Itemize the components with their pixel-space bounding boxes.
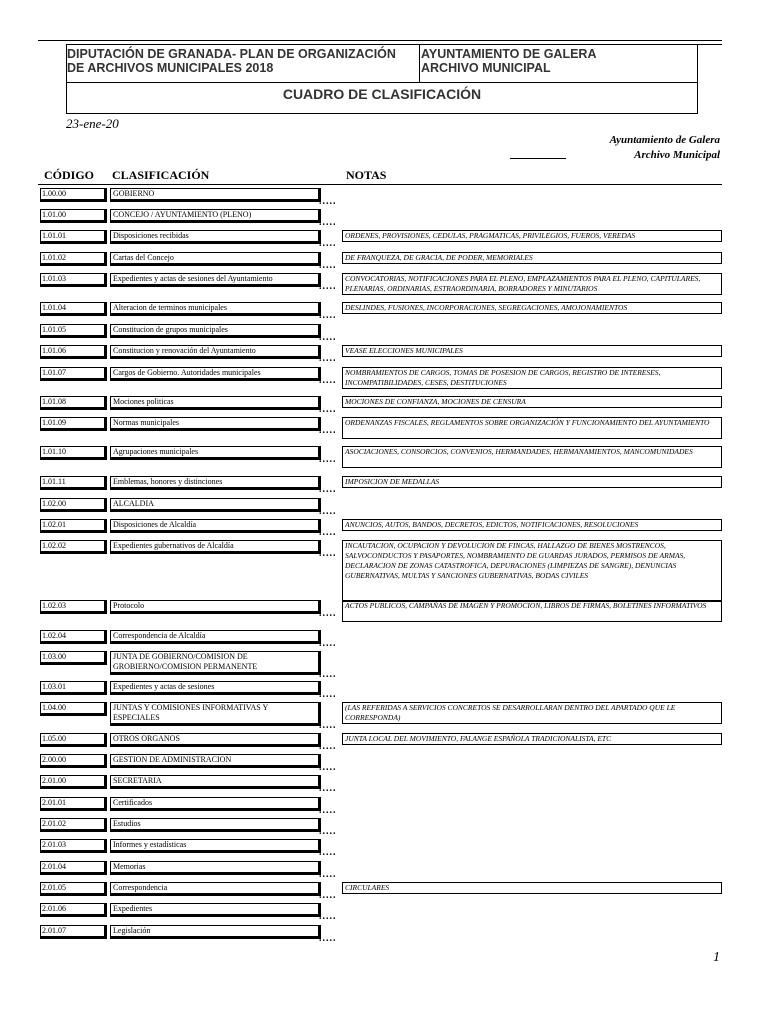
row-leader-dots: ..... <box>319 638 337 649</box>
row-classification: GOBIERNO <box>110 188 321 202</box>
org-archive: Archivo Municipal <box>634 149 720 161</box>
row-leader-dots: ..... <box>319 332 337 343</box>
row-code: 1.01.06 <box>40 345 107 359</box>
row-code: 1.01.05 <box>40 324 107 338</box>
row-leader-dots: ..... <box>319 911 337 922</box>
row-code: 2.01.00 <box>40 775 107 789</box>
header-rule <box>38 184 722 185</box>
header-municipality: AYUNTAMIENTO DE GALERA ARCHIVO MUNICIPAL <box>421 47 597 75</box>
row-classification: JUNTA DE GOBIERNO/COMISION DE GROBIERNO/COMISION PERMANENTE <box>110 651 321 675</box>
row-note: CONVOCATORIAS, NOTIFICACIONES PARA EL PLENO, EMPLAZAMIENTOS PARA EL PLENO, CAPITULARES, PLENARIAS, ORDINARIAS, ESTRAORDINARIA, BORRADORES Y MINUTARIOS <box>342 273 722 295</box>
row-code: 1.01.09 <box>40 417 107 431</box>
row-classification: Constitucion de grupos municipales <box>110 324 321 338</box>
header-institution: DIPUTACIÓN DE GRANADA- PLAN DE ORGANIZACIÓN DE ARCHIVOS MUNICIPALES 2018 <box>67 47 396 75</box>
row-code: 1.02.03 <box>40 600 107 614</box>
row-code: 1.02.01 <box>40 519 107 533</box>
document-title: CUADRO DE CLASIFICACIÓN <box>282 86 482 102</box>
row-code: 1.00.00 <box>40 188 107 202</box>
document-date: 23-ene-20 <box>66 116 119 131</box>
row-code: 1.04.00 <box>40 702 107 716</box>
row-code: 1.01.04 <box>40 302 107 316</box>
row-leader-dots: ..... <box>319 217 337 228</box>
row-classification: Expedientes <box>110 903 321 917</box>
row-classification: JUNTAS Y COMISIONES INFORMATIVAS Y ESPECIALES <box>110 702 321 726</box>
row-leader-dots: ..... <box>319 260 337 271</box>
row-leader-dots: ..... <box>319 527 337 538</box>
row-note: ACTOS PUBLICOS, CAMPAÑAS DE IMAGEN Y PROMOCION, LIBROS DE FIRMAS, BOLETINES INFORMATIVOS <box>342 600 722 622</box>
row-classification: Expedientes gubernativos de Alcaldía <box>110 540 321 554</box>
header-box <box>66 44 698 114</box>
row-leader-dots: ..... <box>319 933 337 944</box>
row-leader-dots: ..... <box>319 805 337 816</box>
row-classification: Cargos de Gobierno. Autoridades municipales <box>110 367 321 381</box>
row-leader-dots: ..... <box>319 454 337 465</box>
row-note: MOCIONES DE CONFIANZA, MOCIONES DE CENSURA <box>342 396 722 408</box>
row-code: 1.01.00 <box>40 209 107 223</box>
row-leader-dots: ..... <box>319 238 337 249</box>
row-note: (LAS REFERIDAS A SERVICIOS CONCRETOS SE DESARROLLARAN DENTRO DEL APARTADO QUE LE CORRESPONDA) <box>342 702 722 724</box>
row-classification: Emblemas, honores y distinciones <box>110 476 321 490</box>
row-classification: CONCEJO / AYUNTAMIENTO (PLENO) <box>110 209 321 223</box>
org-name: Ayuntamiento de Galera <box>609 134 720 146</box>
row-note: ORDENANZAS FISCALES, REGLAMENTOS SOBRE ORGANIZACIÓN Y FUNCIONAMIENTO DEL AYUNTAMIENTO <box>342 417 722 439</box>
row-leader-dots: ..... <box>319 762 337 773</box>
row-classification: Expedientes y actas de sesiones del Ayuntamiento <box>110 273 321 287</box>
row-leader-dots: ..... <box>319 869 337 880</box>
row-code: 1.01.02 <box>40 252 107 266</box>
row-leader-dots: ..... <box>319 353 337 364</box>
row-classification: Disposiciones de Alcaldía <box>110 519 321 533</box>
row-classification: Alteracion de terminos municipales <box>110 302 321 316</box>
row-classification: SECRETARIA <box>110 775 321 789</box>
page-number: 1 <box>713 950 720 965</box>
row-classification: OTROS ORGANOS <box>110 733 321 747</box>
row-note: NOMBRAMIENTOS DE CARGOS, TOMAS DE POSESION DE CARGOS, REGISTRO DE INTERESES, INCOMPATIBILIDADES, CESES, DESTITUCIONES <box>342 367 722 389</box>
row-leader-dots: ..... <box>319 548 337 559</box>
row-classification: Mociones politicas <box>110 396 321 410</box>
row-note: ORDENES, PROVISIONES, CEDULAS, PRAGMATICAS, PRIVILEGIOS, FUEROS, VEREDAS <box>342 230 722 242</box>
row-code: 1.01.10 <box>40 446 107 460</box>
row-leader-dots: ..... <box>319 404 337 415</box>
row-code: 2.01.04 <box>40 861 107 875</box>
row-classification: Certificados <box>110 797 321 811</box>
row-code: 2.01.05 <box>40 882 107 896</box>
row-classification: Correspondencia de Alcaldía <box>110 630 321 644</box>
column-header-code: CÓDIGO <box>44 168 95 182</box>
row-code: 1.01.11 <box>40 476 107 490</box>
row-code: 1.02.02 <box>40 540 107 554</box>
row-code: 1.03.00 <box>40 651 107 665</box>
row-classification: Estudios <box>110 818 321 832</box>
row-note: ANUNCIOS, AUTOS, BANDOS, DECRETOS, EDICTOS, NOTIFICACIONES, RESOLUCIONES <box>342 519 722 531</box>
row-leader-dots: ..... <box>319 281 337 292</box>
row-leader-dots: ..... <box>319 720 337 731</box>
row-classification: GESTION DE ADMINISTRACION <box>110 754 321 768</box>
row-note: DESLINDES, FUSIONES, INCORPORACIONES, SEGREGACIONES, AMOJONAMIENTOS <box>342 302 722 314</box>
column-header-classification: CLASIFICACIÓN <box>112 168 210 182</box>
row-classification: Normas municipales <box>110 417 321 431</box>
row-classification: Disposiciones recibidas <box>110 230 321 244</box>
row-classification: Agrupaciones municipales <box>110 446 321 460</box>
row-classification: Cartas del Concejo <box>110 252 321 266</box>
row-note: VEASE ELECCIONES MUNICIPALES <box>342 345 722 357</box>
row-classification: Informes y estadísticas <box>110 839 321 853</box>
row-classification: Constitucion y renovación del Ayuntamiento <box>110 345 321 359</box>
row-leader-dots: ..... <box>319 425 337 436</box>
row-note: IMPOSICION DE MEDALLAS <box>342 476 722 488</box>
row-code: 1.02.00 <box>40 498 107 512</box>
row-leader-dots: ..... <box>319 310 337 321</box>
row-leader-dots: ..... <box>319 741 337 752</box>
row-leader-dots: ..... <box>319 375 337 386</box>
row-code: 1.05.00 <box>40 733 107 747</box>
row-leader-dots: ..... <box>319 608 337 619</box>
row-leader-dots: ..... <box>319 669 337 680</box>
row-note: INCAUTACION, OCUPACION Y DEVOLUCION DE FINCAS, HALLAZGO DE BIENES MOSTRENCOS, SALVOCONDUCTOS Y PASAPORTES, NOMBRAMIENTO DE GUARDAS JURADOS, PERMISOS DE ARMAS, DECLARACION DE ZONAS CATASTROFICA, DEPURACIONES (LIMPIEZAS DE SANGRE), DENUNCIAS GUBERNATIVAS, MULTAS Y SANCIONES GUBERNATIVAS, BODAS CIVILES <box>342 540 722 602</box>
row-code: 1.02.04 <box>40 630 107 644</box>
row-leader-dots: ..... <box>319 196 337 207</box>
row-code: 2.01.02 <box>40 818 107 832</box>
row-code: 2.01.06 <box>40 903 107 917</box>
row-classification: Memorias <box>110 861 321 875</box>
row-note: CIRCULARES <box>342 882 722 894</box>
row-classification: Protocolo <box>110 600 321 614</box>
row-note: ASOCIACIONES, CONSORCIOS, CONVENIOS, HERMANDADES, HERMANAMIENTOS, MANCOMUNIDADES <box>342 446 722 468</box>
row-classification: Correspondencia <box>110 882 321 896</box>
row-leader-dots: ..... <box>319 847 337 858</box>
row-leader-dots: ..... <box>319 689 337 700</box>
row-classification: Expedientes y actas de sesiones <box>110 681 321 695</box>
row-code: 1.01.07 <box>40 367 107 381</box>
row-leader-dots: ..... <box>319 506 337 517</box>
row-code: 2.01.03 <box>40 839 107 853</box>
row-leader-dots: ..... <box>319 484 337 495</box>
row-note: JUNTA LOCAL DEL MOVIMIENTO, FALANGE ESPAÑOLA TRADICIONALISTA, ETC <box>342 733 722 745</box>
row-code: 2.01.01 <box>40 797 107 811</box>
row-code: 1.01.08 <box>40 396 107 410</box>
row-code: 2.01.07 <box>40 925 107 939</box>
row-code: 1.01.01 <box>40 230 107 244</box>
row-code: 1.01.03 <box>40 273 107 287</box>
row-classification: ALCALDIA <box>110 498 321 512</box>
row-leader-dots: ..... <box>319 783 337 794</box>
column-header-notes: NOTAS <box>346 168 387 182</box>
row-classification: Legislación <box>110 925 321 939</box>
row-code: 1.03.01 <box>40 681 107 695</box>
row-note: DE FRANQUEZA, DE GRACIA, DE PODER, MEMORIALES <box>342 252 722 264</box>
row-leader-dots: ..... <box>319 826 337 837</box>
row-leader-dots: ..... <box>319 890 337 901</box>
top-rule <box>38 40 722 41</box>
row-code: 2.00.00 <box>40 754 107 768</box>
